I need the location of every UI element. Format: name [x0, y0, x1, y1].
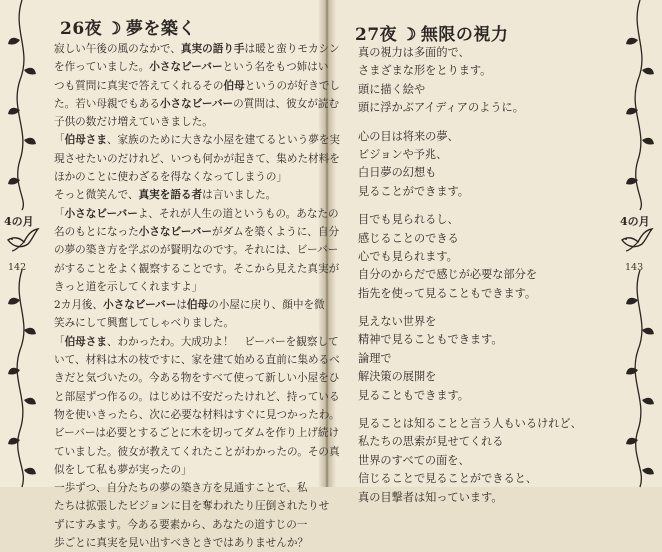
prose-line: [54, 168, 316, 186]
prose-segment: の夢の築き方を学ぶのが賢明なのです。それには、ビーバー: [54, 244, 339, 257]
character-name: 伯母: [186, 299, 209, 312]
prose-segment: 歩ごとに真実を見い出すべきときではありませんか？: [54, 537, 309, 550]
prose-line: [54, 333, 339, 351]
stanza-gap: [358, 118, 598, 128]
left-body-text: [54, 40, 341, 552]
prose-segment: 一歩ずつ、自分たちの夢の築き方を見通すことで、私: [54, 482, 308, 495]
right-title-text: 無限の視力: [420, 25, 509, 45]
prose-segment: そっと微笑んで、: [54, 189, 139, 202]
poem-line: 真の目撃者は知っています。: [358, 490, 503, 504]
prose-line: [54, 296, 325, 314]
prose-line: [54, 205, 339, 223]
poem-line: 頭に浮かぶアイディアのように。: [358, 101, 524, 115]
prose-line: [54, 260, 340, 278]
character-name: 小さなビーバー: [138, 225, 212, 238]
prose-line: [54, 351, 340, 369]
character-name: 小さなビーバー: [149, 61, 223, 74]
prose-line: [54, 186, 316, 204]
prose-line: [54, 241, 339, 259]
prose-line: [54, 534, 316, 552]
prose-line: [54, 150, 340, 168]
character-name: 伯母さま: [64, 134, 107, 147]
poem-line: 私たちの思索が見せてくれる: [358, 435, 504, 449]
prose-segment: 子供の数だけ増えていきました。: [54, 116, 213, 129]
character-name: 伯母さま: [64, 335, 107, 348]
prose-segment: 現させたいのだけれど、いつも何かが起きて、集めた材料を: [54, 152, 340, 165]
page-number-right: 143: [625, 262, 644, 273]
prose-segment: ていました。彼女が教えてくれたことがわかったの。その真: [54, 445, 340, 458]
prose-segment: いて、材料は木の枝ですに、家を建て始める直前に集めるべ: [54, 354, 340, 367]
bird-icon: [620, 226, 654, 252]
prose-segment: 笑みにして興奮してしゃべりました。: [54, 317, 235, 330]
prose-line: [54, 479, 316, 497]
poem-line: 感じることのできる: [358, 231, 459, 245]
prose-segment: 寂しい午後の風のなかで、: [54, 43, 181, 55]
prose-segment: がすることをよく観察することです。そこから見えた真実が: [54, 262, 340, 275]
page-number-left: 142: [8, 262, 27, 273]
prose-line: [54, 77, 341, 95]
prose-line: [54, 497, 330, 515]
prose-segment: 、家族のために大きな小屋を建てるという夢を実: [106, 134, 341, 147]
moon-icon: ☽: [401, 25, 417, 45]
prose-line: [54, 40, 340, 58]
prose-line: [54, 424, 340, 442]
poem-line: 頭に描く絵や: [358, 82, 426, 96]
poem-line: 精神で見ることもできます。: [358, 333, 503, 347]
poem-line: 自分のからだで感じが必要な部分を: [358, 268, 538, 282]
stanza-gap: [358, 201, 598, 211]
prose-segment: を作っていました。: [54, 61, 150, 74]
right-entry-title: [355, 20, 508, 45]
right-body-poem: [358, 44, 598, 507]
character-name: 小さなビーバー: [159, 97, 234, 110]
prose-segment: 、わかったわ。大成功よ！ ビーバーを観察して: [106, 335, 339, 348]
prose-line: [54, 388, 340, 406]
poem-line: ビジョンや予兆、: [358, 147, 448, 161]
prose-segment: の質問は、彼女が読む: [233, 97, 340, 110]
poem-line: 白日夢の幻想も: [358, 166, 437, 180]
prose-line: [54, 113, 316, 131]
prose-line: [54, 278, 316, 296]
prose-segment: と部屋ずつ作るの。はじめは不安だったけれど、持っている: [54, 390, 340, 403]
prose-line: [54, 443, 340, 461]
poem-line: 心の目は将来の夢、: [358, 129, 459, 143]
bird-icon: [6, 226, 40, 252]
poem-line: 真の視力は多面的で、: [358, 46, 470, 59]
prose-line: [54, 369, 340, 387]
prose-line: [54, 223, 340, 241]
prose-segment: は: [176, 299, 187, 312]
character-name: 伯母: [223, 79, 245, 92]
prose-segment: モカシン: [297, 43, 340, 55]
prose-line: [54, 314, 316, 332]
poem-line: 信じることで見ることができると、: [358, 472, 538, 486]
prose-segment: ずにすみます。今ある要素から、あなたの道すじの一: [54, 518, 308, 531]
prose-line: [54, 95, 340, 113]
poem-line: 解決策の展開を: [358, 370, 437, 384]
prose-segment: たちは拡張したビジョンに目を奪われたり圧倒されたりせ: [54, 500, 330, 513]
prose-segment: よ、それが人生の道というもの。あなたの: [137, 207, 339, 220]
prose-segment: 物を使いきったら、次に必要な材料はすぐに見つかったわ。: [54, 408, 340, 421]
left-title-text: 夢を築く: [125, 19, 196, 39]
poem-line: 見ることは知ることと言う人もいるけれど、: [358, 417, 582, 431]
character-name: 真実を語る者: [138, 189, 203, 202]
poem-line: 指先を使って見ることもできます。: [358, 286, 537, 300]
prose-segment: つも質問に真実で答えてくれるその: [54, 79, 224, 92]
prose-line: [54, 131, 341, 149]
poem-line: 目でも見られるし、: [358, 213, 459, 227]
moon-icon: ☽: [106, 19, 122, 39]
prose-segment: ビーバーは必要とするごとに木を切ってダムを作り上げ続け: [54, 427, 340, 440]
poem-line: 心でも見られます。: [358, 249, 458, 263]
stanza-gap: [358, 303, 598, 313]
prose-segment: ほかのことに使わざるを得なくなってしまうの」: [54, 171, 288, 184]
character-name: 小さなビーバー: [64, 207, 138, 220]
month-label-left: 4の月: [4, 215, 34, 228]
poem-line: 論理で: [358, 351, 392, 365]
right-title-night: 27夜: [355, 25, 398, 45]
prose-segment: た。若い母親でもある: [54, 97, 160, 110]
stanza-gap: [358, 405, 598, 415]
prose-segment: は暖と蛮り: [244, 43, 298, 55]
prose-segment: きっと道を示してくれますよ」: [54, 280, 203, 293]
prose-segment: 「: [54, 335, 65, 348]
prose-line: [54, 406, 340, 424]
prose-segment: の小屋に戻り、顔中を微: [208, 299, 325, 312]
prose-segment: 似をして私も夢が実ったの」: [54, 463, 192, 476]
prose-segment: 「: [54, 207, 65, 220]
prose-segment: というのが好きでし: [244, 79, 341, 92]
poem-line: 見ることもできます。: [358, 388, 469, 402]
left-entry-title: [60, 14, 196, 39]
prose-segment: という名をもつ姉はい: [222, 61, 329, 74]
character-name: 真実の語り手: [180, 43, 245, 55]
prose-segment: 2カ月後、: [54, 299, 104, 312]
prose-segment: 名のもとになった: [54, 225, 139, 238]
character-name: 小さなビーバー: [103, 299, 177, 312]
prose-segment: は言いました。: [202, 189, 277, 202]
poem-line: 世界のすべての面を、: [358, 453, 470, 467]
poem-line: 見えない世界を: [358, 315, 437, 329]
prose-segment: がダムを築くように、自分: [211, 225, 340, 238]
poem-line: さまざまな形をとります。: [358, 64, 492, 78]
left-title-night: 26夜: [60, 19, 103, 39]
prose-segment: きだと気づいたの。今ある物をすべて使って新しい小屋をひ: [54, 372, 340, 385]
prose-segment: 「: [54, 134, 65, 147]
prose-line: [54, 461, 316, 479]
poem-line: 見ることができます。: [358, 184, 469, 198]
month-label-right: 4の月: [620, 215, 650, 228]
prose-line: [54, 516, 316, 534]
prose-line: [54, 58, 329, 76]
